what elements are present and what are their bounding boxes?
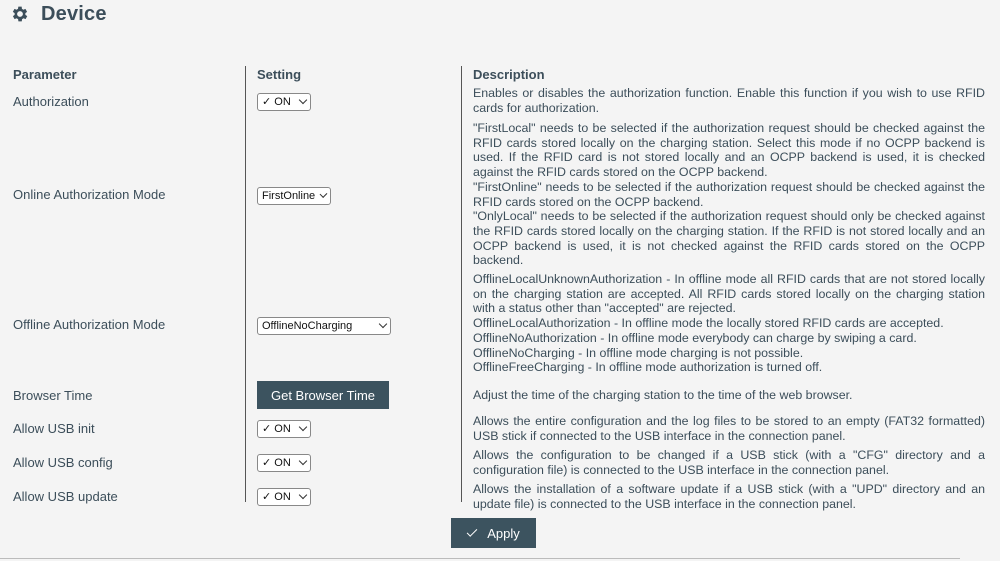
column-header-setting: Setting bbox=[257, 67, 302, 82]
param-browser-time: Browser Time bbox=[13, 388, 93, 403]
desc-text: "FirstLocal" needs to be selected if the authorization request should be checked against the RFID cards stored locally on the charging station. Select this mode if no OCPP backend is used. If the RFID card is not stored locally and an OCPP backend is used, it is checked against the RFID cards stored on the OCPP backend. bbox=[473, 121, 985, 180]
select-value: ✓ ON bbox=[262, 491, 291, 503]
select-value: ✓ ON bbox=[262, 423, 291, 435]
desc-text: OfflineLocalUnknownAuthorization - In offline mode all RFID cards that are not stored locally on the charging station are accepted. All RFID cards stored locally on the charging station with a status other than "accepted" are rejected. bbox=[473, 272, 985, 316]
page-title: Device bbox=[41, 2, 107, 25]
desc-text: Adjust the time of the charging station to the time of the web browser. bbox=[473, 388, 853, 402]
desc-text: OfflineLocalAuthorization - In offline mode the locally stored RFID cards are accepted. bbox=[473, 316, 944, 331]
column-divider bbox=[461, 66, 462, 502]
chevron-down-icon bbox=[379, 320, 387, 328]
param-allow-usb-init: Allow USB init bbox=[13, 421, 95, 436]
desc-text: Allows the installation of a software update if a USB stick (with a "UPD" directory and an update file) is connected to the USB interface in the connection panel. bbox=[473, 482, 985, 511]
chevron-down-icon bbox=[299, 490, 307, 498]
param-authorization: Authorization bbox=[13, 94, 89, 109]
offline-authorization-mode-select[interactable] bbox=[257, 317, 391, 335]
desc-text: Allows the entire configuration and the log files to be stored to an empty (FAT32 formatted) USB stick if connected to the USB interface in the connection panel. bbox=[473, 414, 985, 443]
authorization-select[interactable] bbox=[257, 93, 311, 111]
desc-text: Allows the configuration to be changed if a USB stick (with a "CFG" directory and a configuration file) is connected to the USB interface in the connection panel. bbox=[473, 448, 985, 477]
select-value: OfflineNoCharging bbox=[262, 320, 353, 332]
column-header-description: Description bbox=[473, 67, 545, 82]
checkmark-icon bbox=[467, 526, 478, 537]
desc-online-authorization-mode bbox=[473, 121, 985, 268]
select-value: ✓ ON bbox=[262, 96, 291, 108]
desc-text: OfflineNoCharging - In offline mode charging is not possible. bbox=[473, 345, 804, 360]
desc-text: OfflineFreeCharging - In offline mode authorization is turned off. bbox=[473, 360, 823, 375]
gear-icon bbox=[10, 4, 30, 24]
desc-offline-authorization-mode bbox=[473, 272, 985, 375]
get-browser-time-button[interactable]: Get Browser Time bbox=[257, 381, 389, 409]
desc-allow-usb-config bbox=[473, 448, 985, 477]
chevron-down-icon bbox=[299, 456, 307, 464]
apply-button[interactable] bbox=[451, 518, 536, 548]
apply-label: Apply bbox=[487, 525, 520, 541]
chevron-down-icon bbox=[299, 422, 307, 430]
desc-allow-usb-update bbox=[473, 482, 985, 511]
settings-table[interactable] bbox=[0, 62, 1000, 511]
param-online-authorization-mode: Online Authorization Mode bbox=[13, 187, 166, 202]
column-divider bbox=[245, 66, 246, 502]
allow-usb-update-select[interactable] bbox=[257, 488, 311, 506]
desc-allow-usb-init bbox=[473, 414, 985, 443]
desc-text: Enables or disables the authorization function. Enable this function if you wish to use RFID cards for authorization. bbox=[473, 86, 985, 115]
online-authorization-mode-select[interactable] bbox=[257, 187, 331, 205]
param-allow-usb-update: Allow USB update bbox=[13, 489, 118, 504]
allow-usb-config-select[interactable] bbox=[257, 454, 311, 472]
chevron-down-icon bbox=[320, 190, 328, 198]
param-offline-authorization-mode: Offline Authorization Mode bbox=[13, 317, 166, 332]
divider bbox=[0, 558, 960, 559]
column-header-parameter: Parameter bbox=[13, 67, 77, 82]
desc-text: "OnlyLocal" needs to be selected if the authorization request should only be checked against the RFID cards stored locally on the charging station. If the RFID is not stored locally and an OCPP backend is used, it is not checked against the RFID cards stored on the OCPP backend. bbox=[473, 209, 985, 268]
chevron-down-icon bbox=[299, 95, 307, 103]
desc-authorization bbox=[473, 86, 985, 115]
select-value: FirstOnline bbox=[262, 190, 316, 202]
select-value: ✓ ON bbox=[262, 457, 291, 469]
param-allow-usb-config: Allow USB config bbox=[13, 455, 113, 470]
allow-usb-init-select[interactable] bbox=[257, 420, 311, 438]
desc-text: "FirstOnline" needs to be selected if the authorization request should be checked against the RFID cards stored on the OCPP backend. bbox=[473, 179, 985, 209]
page-header bbox=[10, 2, 107, 26]
desc-browser-time bbox=[473, 388, 985, 403]
desc-text: OfflineNoAuthorization - In offline mode everybody can charge by swiping a card. bbox=[473, 330, 917, 345]
